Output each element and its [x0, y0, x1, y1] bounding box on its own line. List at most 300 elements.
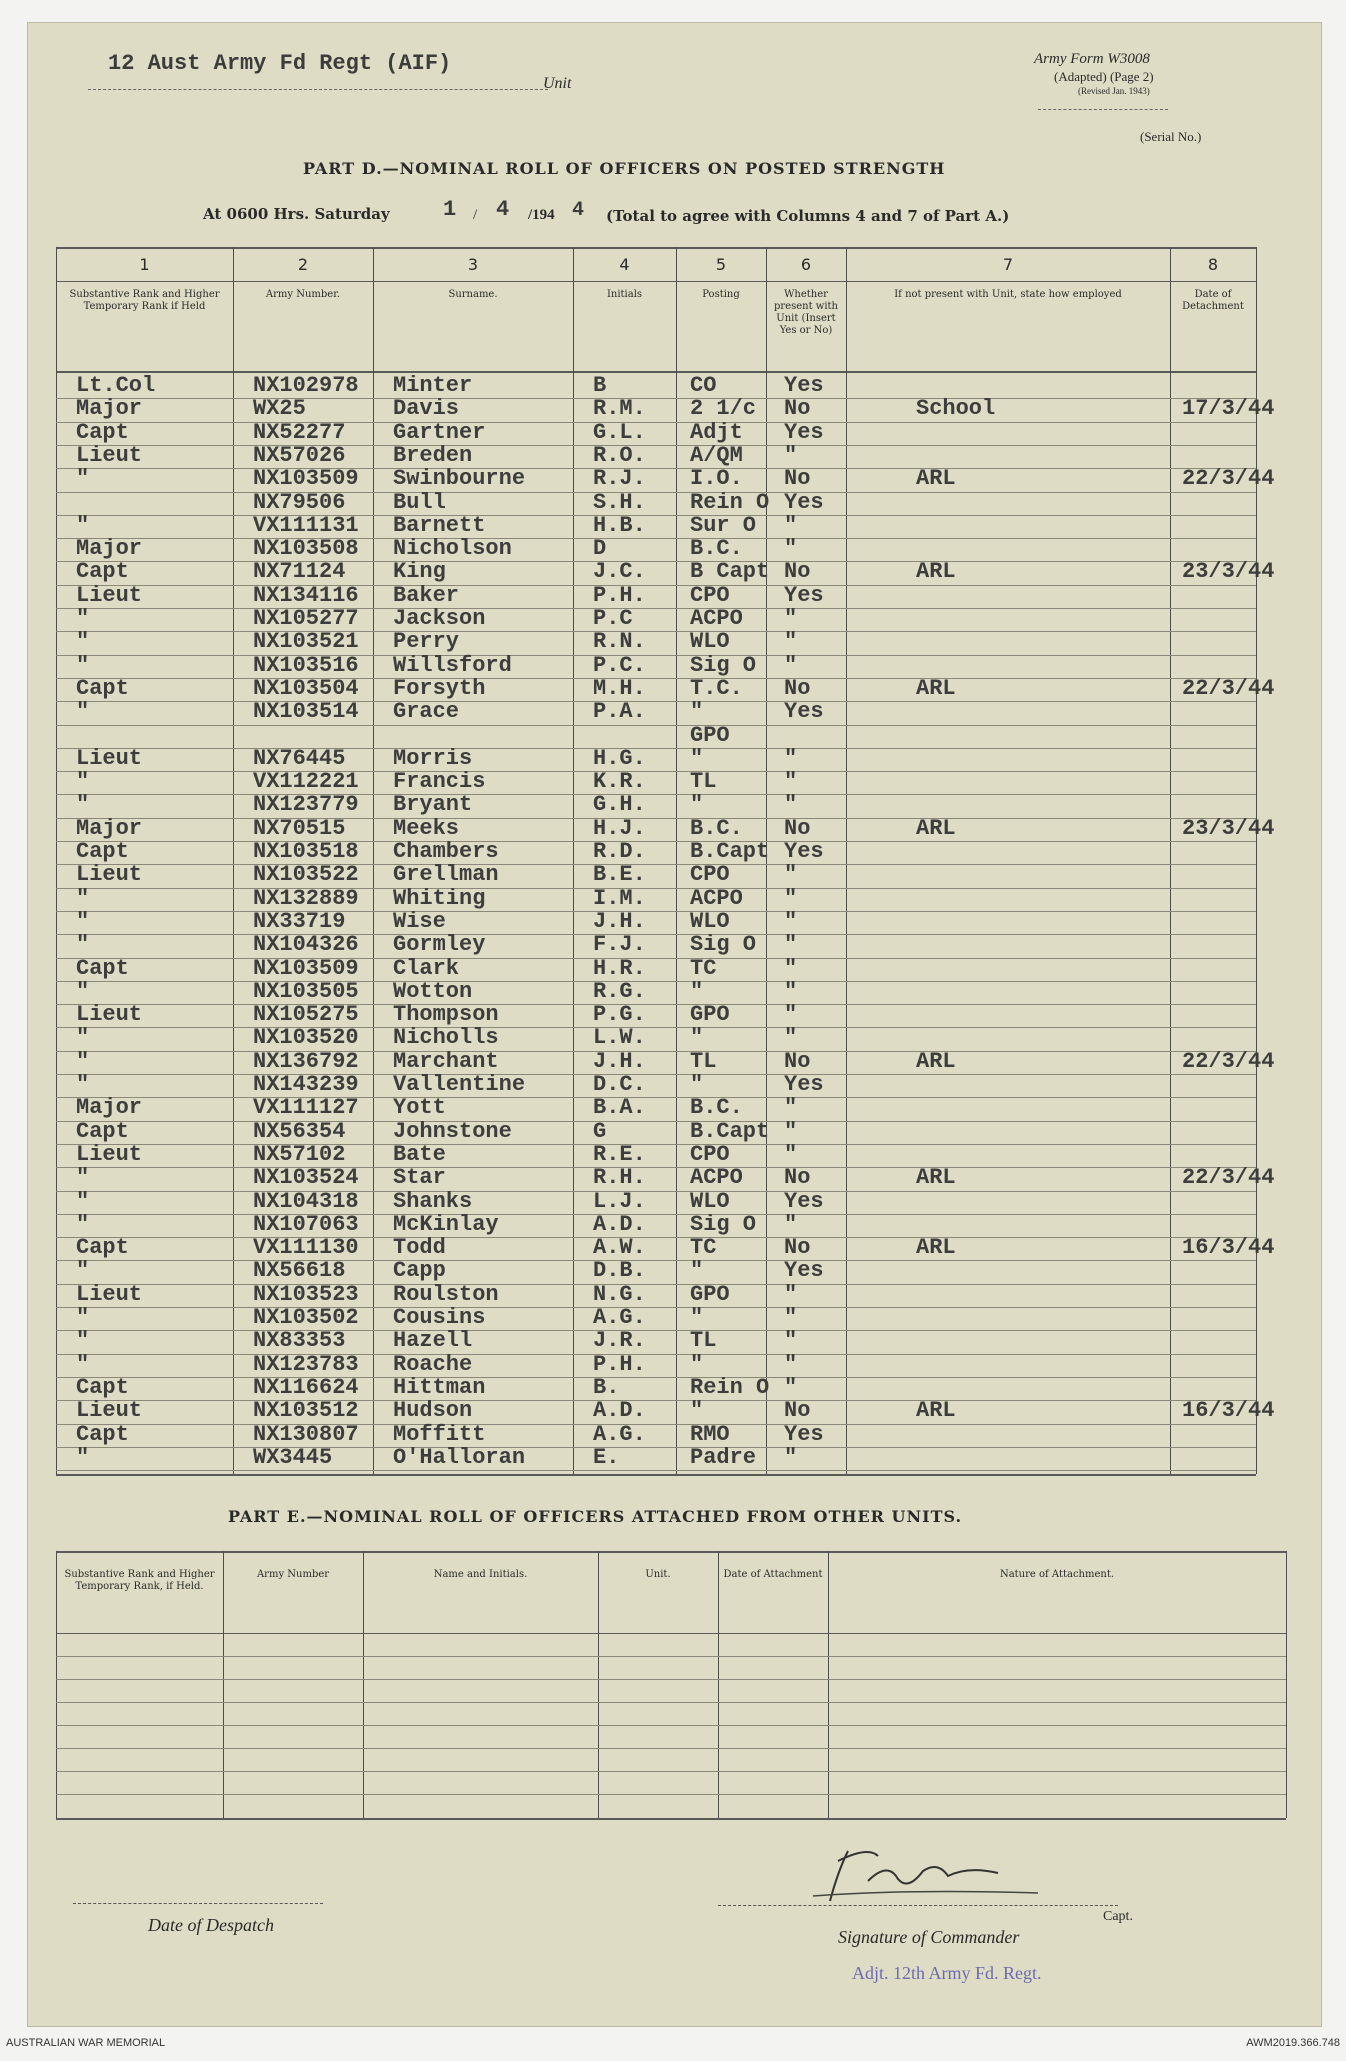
table-cell-post: CPO [690, 1141, 730, 1167]
table-cell-init: I.M. [593, 885, 646, 911]
signature-line [718, 1905, 1118, 1906]
despatch-line [73, 1903, 323, 1904]
table-cell-num: NX123783 [253, 1351, 359, 1377]
table-cell-init: G.H. [593, 792, 646, 818]
row-divider [56, 1354, 1256, 1355]
table-cell-rank: " [76, 1444, 90, 1470]
row-divider [56, 1377, 1256, 1378]
table-cell-rank: Lieut [76, 442, 143, 468]
table-cell-rank: Capt [76, 839, 129, 864]
unit-name: 12 Aust Army Fd Regt (AIF) [108, 51, 452, 76]
row-divider [56, 515, 1256, 516]
table-cell-num: NX143239 [253, 1072, 359, 1097]
table-cell-surname: Hudson [393, 1398, 473, 1424]
row-divider [56, 981, 1256, 982]
table-cell-present: " [784, 769, 798, 795]
table-cell-init: P.H. [593, 582, 646, 608]
table-cell-rank: Capt [76, 419, 129, 445]
table-cell-present: " [784, 606, 798, 631]
table-cell-num: NX102978 [253, 373, 359, 398]
table-cell-rank: " [76, 908, 90, 934]
table-cell-surname: Gormley [393, 932, 486, 958]
table-cell-post: ACPO [690, 885, 743, 911]
table-cell-post: RMO [690, 1421, 730, 1447]
table-cell-present: " [784, 792, 798, 818]
serial-label: (Serial No.) [1140, 129, 1202, 144]
row-divider [56, 468, 1256, 469]
row-divider [56, 492, 1256, 493]
table-cell-init: M.H. [593, 675, 646, 701]
row-divider [56, 422, 1256, 423]
part-e-row-divider [56, 1702, 1286, 1703]
table-cell-init: K.R. [593, 769, 646, 795]
table-cell-present: No [784, 559, 811, 585]
table-cell-date: 16/3/44 [1182, 1235, 1275, 1261]
archive-name: AUSTRALIAN WAR MEMORIAL [6, 2037, 166, 2049]
part-d-title: PART D.—NOMINAL ROLL OF OFFICERS ON POSTED STRENGTH [303, 159, 946, 178]
table-cell-present: " [784, 1281, 798, 1307]
table-cell-present: " [784, 1025, 798, 1051]
table-cell-surname: O'Halloran [393, 1444, 526, 1470]
table-cell-rank: " [76, 652, 90, 678]
table-cell-init: L.W. [593, 1025, 646, 1051]
table-cell-init: S.H. [593, 489, 646, 515]
table-cell-date: 23/3/44 [1182, 559, 1275, 585]
table-cell-rank: Lt.Col [76, 373, 156, 398]
table-cell-num: NX76445 [253, 745, 346, 771]
table-cell-date: 23/3/44 [1182, 815, 1275, 841]
row-divider [56, 1027, 1256, 1028]
table-cell-employed: ARL [916, 675, 956, 701]
column-header: Army Number. [265, 289, 341, 300]
date-month: 4 [496, 197, 510, 222]
table-cell-post: B Capt [690, 559, 770, 585]
table-cell-post: TL [690, 1328, 717, 1354]
column-number: 6 [800, 255, 812, 274]
column-header: Date of Detachment [1182, 289, 1244, 312]
column-number: 1 [139, 255, 150, 274]
part-e-column-header: Unit. [645, 1569, 671, 1580]
table-cell-num: NX104326 [253, 932, 359, 958]
unit-line [88, 89, 548, 90]
column-divider [1170, 247, 1171, 1474]
table-cell-num: NX57026 [253, 442, 346, 468]
column-header: Surname. [448, 289, 498, 300]
date-year-prefix: /194 [528, 207, 555, 223]
table-cell-num: NX103504 [253, 675, 359, 701]
column-number: 7 [1002, 255, 1014, 274]
table-cell-employed: ARL [916, 1165, 956, 1191]
table-cell-rank: " [76, 885, 90, 911]
table-cell-employed: ARL [916, 1235, 956, 1261]
row-divider [56, 818, 1256, 819]
table-cell-date: 22/3/44 [1182, 1048, 1275, 1074]
table-cell-init: H.B. [593, 512, 646, 538]
table-cell-init: A.D. [593, 1211, 646, 1237]
row-divider [56, 794, 1256, 795]
table-cell-post: " [690, 978, 704, 1004]
table-cell-surname: Swinbourne [393, 466, 526, 492]
part-e-row-divider [56, 1656, 1286, 1657]
table-cell-init: G [593, 1118, 607, 1144]
part-e-column-divider [598, 1551, 599, 1818]
table-cell-num: NX103502 [253, 1305, 359, 1330]
table-cell-num: NX136792 [253, 1048, 359, 1074]
table-cell-surname: Bate [393, 1141, 446, 1167]
table-cell-num: VX111130 [253, 1235, 359, 1261]
column-divider [1256, 247, 1257, 1474]
row-divider [56, 864, 1256, 865]
table-cell-num: WX3445 [253, 1444, 333, 1470]
table-cell-num: NX71124 [253, 559, 346, 585]
row-divider [56, 1307, 1256, 1308]
table-cell-post: " [690, 1305, 704, 1330]
table-cell-num: NX132889 [253, 885, 359, 911]
row-divider [56, 1121, 1256, 1122]
table-cell-employed: ARL [916, 466, 956, 492]
table-cell-post: B.C. [690, 536, 743, 562]
table-cell-present: Yes [784, 699, 824, 725]
table-cell-post: TL [690, 769, 717, 795]
table-cell-rank: " [76, 1305, 90, 1330]
column-number: 4 [619, 255, 630, 274]
table-cell-present: " [784, 745, 798, 771]
part-e-column-header: Name and Initials. [433, 1569, 528, 1580]
table-cell-init: J.C. [593, 559, 646, 585]
commander-signature [808, 1841, 1068, 1911]
table-cell-present: Yes [784, 1072, 824, 1097]
table-cell-surname: Grellman [393, 862, 499, 888]
table-cell-post: TC [690, 1235, 717, 1261]
table-cell-present: " [784, 885, 798, 911]
table-cell-surname: Willsford [393, 652, 512, 678]
table-cell-surname: Breden [393, 442, 473, 468]
row-divider [56, 1470, 1256, 1471]
table-cell-num: NX103524 [253, 1165, 359, 1191]
table-cell-surname: Davis [393, 396, 460, 422]
row-divider [56, 1284, 1256, 1285]
table-cell-rank: " [76, 512, 90, 538]
row-divider [56, 888, 1256, 889]
table-cell-rank: " [76, 1328, 90, 1354]
table-cell-surname: Minter [393, 373, 473, 398]
table-cell-date: 22/3/44 [1182, 675, 1275, 701]
signature-of-commander-label: Signature of Commander [838, 1927, 1020, 1947]
form-number: Army Form W3008 [1034, 51, 1150, 67]
table-cell-present: Yes [784, 582, 824, 608]
table-cell-surname: Baker [393, 582, 460, 608]
table-cell-present: " [784, 908, 798, 934]
part-e-row-divider [56, 1679, 1286, 1680]
table-cell-post: 2 1/c [690, 396, 757, 422]
table-cell-date: 17/3/44 [1182, 396, 1275, 422]
table-cell-num: NX134116 [253, 582, 359, 608]
table-cell-init: H.R. [593, 955, 646, 981]
table-cell-rank: " [76, 1025, 90, 1051]
table-cell-surname: Capp [393, 1258, 446, 1284]
column-divider [373, 247, 374, 1474]
table-cell-post: Padre [690, 1444, 757, 1470]
part-e-column-divider [223, 1551, 224, 1818]
table-cell-present: No [784, 1398, 811, 1424]
part-e-column-divider [1286, 1551, 1287, 1818]
table-cell-surname: King [393, 559, 446, 585]
table-cell-num: NX103522 [253, 862, 359, 888]
column-number: 8 [1207, 255, 1219, 274]
table-cell-init: G.L. [593, 419, 646, 445]
table-cell-init: R.N. [593, 629, 646, 655]
table-cell-employed: ARL [916, 559, 956, 585]
table-cell-surname: Johnstone [393, 1118, 512, 1144]
column-header: Substantive Rank and Higher Temporary Rank if Held [69, 289, 220, 312]
table-cell-num: NX103512 [253, 1398, 359, 1424]
table-cell-num: NX103520 [253, 1025, 359, 1051]
table-cell-present: Yes [784, 1188, 824, 1214]
table-cell-post: B.Capt [690, 1118, 770, 1144]
row-divider [56, 1260, 1256, 1261]
table-cell-init: A.G. [593, 1421, 646, 1447]
table-cell-rank: Capt [76, 675, 129, 701]
date-day: 1 [443, 197, 457, 222]
table-cell-post: Adjt [690, 419, 743, 445]
part-e-row-divider [56, 1748, 1286, 1749]
table-cell-present: " [784, 955, 798, 981]
total-note: (Total to agree with Columns 4 and 7 of Part A.) [606, 207, 1010, 225]
table-cell-num: NX56618 [253, 1258, 346, 1284]
table-cell-post: Sig O [690, 1211, 757, 1237]
archive-footer [6, 2037, 1340, 2055]
table-cell-num: VX112221 [253, 769, 359, 795]
part-e-column-header: Substantive Rank and Higher Temporary Rank, if Held. [64, 1569, 215, 1592]
column-divider [573, 247, 574, 1474]
part-e-column-divider [828, 1551, 829, 1818]
column-number: 5 [715, 255, 727, 274]
row-divider [56, 1400, 1256, 1401]
table-cell-init: J.H. [593, 908, 646, 934]
table-cell-init: P.G. [593, 1002, 646, 1028]
table-cell-present: " [784, 1444, 798, 1470]
capt-label: Capt. [1103, 1909, 1133, 1924]
table-cell-post: A/QM [690, 442, 743, 468]
table-cell-post: B.C. [690, 815, 743, 841]
table-cell-post: I.O. [690, 466, 743, 492]
table-cell-num: NX116624 [253, 1374, 359, 1400]
table-cell-num: WX25 [253, 396, 306, 422]
table-cell-num: NX107063 [253, 1211, 359, 1237]
table-cell-surname: Star [393, 1165, 446, 1191]
table-cell-surname: Hazell [393, 1328, 473, 1354]
table-cell-surname: Gartner [393, 419, 486, 445]
table-cell-post: TL [690, 1048, 717, 1074]
table-cell-surname: Roache [393, 1351, 473, 1377]
number-row-border [56, 281, 1256, 282]
column-number: 3 [467, 255, 479, 274]
table-cell-present: " [784, 1305, 798, 1330]
row-divider [56, 1167, 1256, 1168]
table-cell-employed: ARL [916, 1048, 956, 1074]
table-cell-num: NX103523 [253, 1281, 359, 1307]
table-cell-rank: Major [76, 815, 143, 841]
row-divider [56, 1191, 1256, 1192]
table-cell-num: NX103508 [253, 536, 359, 562]
table-cell-post: Sur O [690, 512, 757, 538]
table-cell-present: Yes [784, 373, 824, 398]
table-cell-surname: Vallentine [393, 1072, 526, 1097]
table-cell-date: 22/3/44 [1182, 1165, 1275, 1191]
table-cell-post: B.Capt [690, 839, 770, 864]
table-cell-post: T.C. [690, 675, 743, 701]
table-cell-num: VX111127 [253, 1095, 359, 1121]
table-cell-surname: Thompson [393, 1002, 499, 1028]
table-bottom-border [56, 1474, 1256, 1476]
table-cell-rank: " [76, 1188, 90, 1214]
table-cell-post: " [690, 1398, 704, 1424]
table-cell-num: NX57102 [253, 1141, 346, 1167]
header-row-border [56, 371, 1256, 373]
column-header: Initials [606, 289, 643, 300]
part-e-top-border [56, 1551, 1286, 1553]
table-cell-post: CPO [690, 582, 730, 608]
table-cell-init: A.D. [593, 1398, 646, 1424]
table-cell-present: " [784, 1328, 798, 1354]
column-divider [56, 247, 57, 1474]
table-cell-init: J.H. [593, 1048, 646, 1074]
table-cell-rank: Capt [76, 1421, 129, 1447]
table-cell-num: NX103518 [253, 839, 359, 864]
part-e-column-divider [56, 1551, 57, 1818]
table-cell-init: B.A. [593, 1095, 646, 1121]
date-of-despatch-label: Date of Despatch [148, 1915, 274, 1935]
table-cell-num: NX33719 [253, 908, 346, 934]
table-cell-num: NX103505 [253, 978, 359, 1004]
table-cell-surname: Barnett [393, 512, 486, 538]
table-cell-surname: Roulston [393, 1281, 499, 1307]
table-cell-post: " [690, 1258, 704, 1284]
table-cell-surname: Perry [393, 629, 460, 655]
row-divider [56, 958, 1256, 959]
row-divider [56, 538, 1256, 539]
adjutant-stamp: Adjt. 12th Army Fd. Regt. [852, 1963, 1042, 1983]
table-cell-init: R.D. [593, 839, 646, 864]
table-cell-num: NX52277 [253, 419, 346, 445]
table-cell-post: WLO [690, 908, 730, 934]
part-e-header-border [56, 1633, 1286, 1634]
part-e-title: PART E.—NOMINAL ROLL OF OFFICERS ATTACHED FROM OTHER UNITS. [228, 1507, 963, 1526]
column-divider [233, 247, 234, 1474]
form-page [27, 22, 1322, 2027]
table-cell-init: J.R. [593, 1328, 646, 1354]
table-cell-post: Rein O [690, 1374, 770, 1400]
table-cell-present: " [784, 442, 798, 468]
table-cell-post: Rein O [690, 489, 770, 515]
table-cell-rank: " [76, 699, 90, 725]
table-cell-present: " [784, 652, 798, 678]
table-cell-rank: " [76, 1048, 90, 1074]
table-cell-num: NX103509 [253, 955, 359, 981]
table-cell-post: " [690, 745, 704, 771]
table-cell-surname: Grace [393, 699, 460, 725]
row-divider [56, 1214, 1256, 1215]
table-cell-rank: " [76, 606, 90, 631]
table-cell-present: " [784, 1211, 798, 1237]
form-adapted: (Adapted) (Page 2) [1054, 69, 1154, 84]
table-cell-surname: Morris [393, 745, 473, 771]
table-cell-post: GPO [690, 1002, 730, 1028]
table-cell-num: NX123779 [253, 792, 359, 818]
table-cell-num: NX56354 [253, 1118, 346, 1144]
row-divider [56, 1447, 1256, 1448]
table-cell-post: ACPO [690, 1165, 743, 1191]
table-cell-init: A.W. [593, 1235, 646, 1261]
table-cell-surname: Marchant [393, 1048, 499, 1074]
table-cell-present: Yes [784, 419, 824, 445]
table-cell-init: H.G. [593, 745, 646, 771]
column-header: Posting [702, 289, 740, 300]
table-cell-init: D.B. [593, 1258, 646, 1284]
table-cell-num: NX83353 [253, 1328, 346, 1354]
table-cell-rank: Lieut [76, 862, 143, 888]
table-cell-present: " [784, 932, 798, 958]
table-cell-surname: Nicholls [393, 1025, 499, 1051]
table-cell-rank: " [76, 1351, 90, 1377]
row-divider [56, 631, 1256, 632]
table-cell-init: R.O. [593, 442, 646, 468]
table-cell-num: NX103514 [253, 699, 359, 725]
table-cell-init: P.A. [593, 699, 646, 725]
part-e-column-header: Nature of Attachment. [999, 1569, 1115, 1580]
table-cell-present: " [784, 512, 798, 538]
row-divider [56, 841, 1256, 842]
table-cell-post: " [690, 699, 704, 725]
table-cell-post: WLO [690, 629, 730, 655]
part-e-row-divider [56, 1794, 1286, 1795]
table-cell-num: NX103509 [253, 466, 359, 492]
column-divider [846, 247, 847, 1474]
table-cell-rank: Major [76, 396, 143, 422]
serial-line [1038, 109, 1168, 110]
unit-label: Unit [543, 75, 572, 92]
table-cell-num: NX105277 [253, 606, 359, 631]
table-cell-rank: " [76, 629, 90, 655]
table-cell-present: " [784, 978, 798, 1004]
table-cell-surname: McKinlay [393, 1211, 499, 1237]
table-cell-date: 16/3/44 [1182, 1398, 1275, 1424]
table-cell-present: " [784, 1374, 798, 1400]
table-cell-rank: Lieut [76, 1281, 143, 1307]
table-cell-surname: Yott [393, 1095, 446, 1121]
table-cell-init: R.E. [593, 1141, 646, 1167]
table-cell-post: Sig O [690, 652, 757, 678]
row-divider [56, 585, 1256, 586]
row-divider [56, 911, 1256, 912]
table-cell-init: P.C [593, 606, 633, 631]
row-divider [56, 701, 1256, 702]
table-cell-init: D [593, 536, 607, 562]
table-cell-post: " [690, 1351, 704, 1377]
table-cell-init: E. [593, 1444, 620, 1470]
table-cell-init: B.E. [593, 862, 646, 888]
table-cell-init: P.C. [593, 652, 646, 678]
table-cell-rank: " [76, 1211, 90, 1237]
table-cell-present: " [784, 1002, 798, 1028]
table-cell-num: NX103521 [253, 629, 359, 655]
table-cell-present: No [784, 1048, 811, 1074]
column-divider [676, 247, 677, 1474]
table-cell-present: No [784, 675, 811, 701]
table-cell-init: R.M. [593, 396, 646, 422]
part-e-row-divider [56, 1771, 1286, 1772]
table-top-border [56, 247, 1256, 249]
